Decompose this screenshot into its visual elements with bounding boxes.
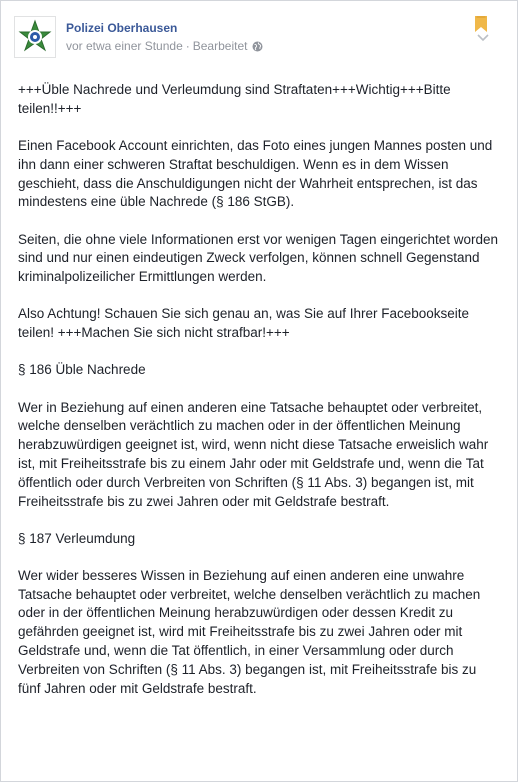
post-header — [14, 16, 504, 60]
police-star-badge-icon — [15, 17, 55, 57]
page-name-link[interactable]: Polizei Oberhausen — [66, 21, 178, 35]
post-paragraph: Seiten, die ohne viele Informationen erst vor wenigen Tagen eingerichtet worden sind und nur einen eindeutigen Zweck verfolgen, können schnell Gegenstand kriminalpolizeilicher Ermittlungen werden. — [18, 231, 499, 285]
meta-separator: · — [185, 39, 190, 53]
page-avatar[interactable] — [14, 16, 56, 58]
post-paragraph: Wer in Beziehung auf einen anderen eine Tatsache behauptet oder verbreitet, welche denselben verächtlich zu machen oder in der öffentlichen Meinung herabzuwürdigen geeignet ist, wird, wenn nicht diese Tatsache erweislich wahr ist, mit Freiheitsstrafe bis zu einem Jahr oder mit Geldstrafe und, wenn die Tat öffentlich oder durch Verbreiten von Schriften (§ 11 Abs. 3) begangen ist, mit Freiheitsstrafe bis zu zwei Jahren oder mit Geldstrafe bestraft. — [18, 399, 489, 509]
post-paragraph: +++Üble Nachrede und Verleumdung sind Straftaten+++Wichtig+++Bitte teilen!!+++ — [18, 82, 451, 116]
chevron-down-icon[interactable] — [476, 33, 490, 43]
post-meta — [66, 39, 263, 55]
section-heading-187: § 187 Verleumdung — [18, 530, 136, 546]
post-paragraph: Wer wider besseres Wissen in Beziehung auf einen anderen eine unwahre Tatsache behauptet oder verbreitet, welche denselben verächtlich zu machen oder in der öffentlichen Meinung herabzuwürdigen oder dessen Kredit zu gefährden geeignet ist, wird mit Freiheitsstrafe bis zu zwei Jahren oder mit Geldstrafe und, wenn die Tat öffentlich, in einer Versammlung oder durch Verbreiten von Schriften (§ 11 Abs. 3) begangen ist, mit Freiheitsstrafe bis zu fünf Jahren oder mit Geldstrafe bestraft. — [18, 567, 481, 696]
section-heading-186: § 186 Üble Nachrede — [18, 362, 146, 378]
globe-icon[interactable] — [252, 41, 263, 55]
bookmark-icon[interactable] — [475, 16, 487, 32]
edited-label[interactable]: Bearbeitet — [192, 39, 248, 53]
post-paragraph: Also Achtung! Schauen Sie sich genau an, was Sie auf Ihrer Facebookseite teilen! +++Machen Sie sich nicht strafbar!+++ — [18, 306, 470, 341]
post-timestamp[interactable]: vor etwa einer Stunde — [66, 39, 183, 53]
post-paragraph: Einen Facebook Account einrichten, das Foto eines jungen Mannes posten und ihn dann einer schweren Straftat beschuldigen. Wenn es in dem Wissen geschieht, dass die Anschuldigungen nicht der Wahrheit entsprechen, ist das mindestens eine üble Nachrede (§ 186 StGB). — [18, 137, 493, 210]
post-text — [18, 81, 502, 717]
